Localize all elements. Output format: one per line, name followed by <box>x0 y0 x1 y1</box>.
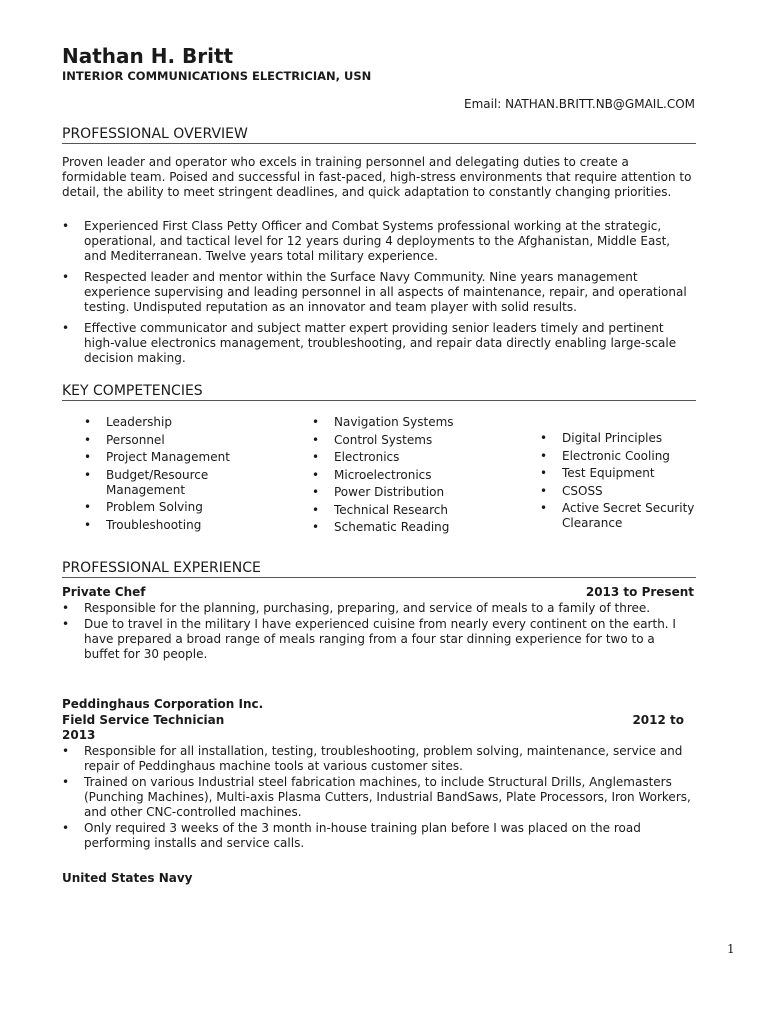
candidate-name: Nathan H. Britt <box>62 44 234 68</box>
job-bullet-list <box>62 744 694 852</box>
competency-item: • Test Equipment <box>540 466 700 481</box>
competencies-column-2 <box>312 415 512 538</box>
competency-item: • Technical Research <box>312 503 512 518</box>
job-dates: 2013 to Present <box>585 585 694 599</box>
overview-bullet: • Respected leader and mentor within the Surface Navy Community. Nine years management experience supervising and leading personnel in all aspects of maintenance, repair, and operational testing. Undisputed reputation as an innovator and team player with solid results. <box>62 270 694 315</box>
competency-item: • Leadership <box>84 415 284 430</box>
job-title: Private Chef <box>62 585 146 599</box>
competency-item: • Project Management <box>84 450 284 465</box>
competency-item: • Power Distribution <box>312 485 512 500</box>
job-bullet: • Responsible for all installation, testing, troubleshooting, problem solving, maintenance, service and repair of Peddinghaus machine tools at various customer sites. <box>62 744 694 774</box>
competency-item: • CSOSS <box>540 484 700 499</box>
job-header-private-chef <box>62 585 694 599</box>
competency-item: • Microelectronics <box>312 468 512 483</box>
company-name: United States Navy <box>62 871 193 885</box>
section-heading-overview: PROFESSIONAL OVERVIEW <box>62 126 696 144</box>
job-bullet-list <box>62 601 694 663</box>
job-bullet: • Trained on various Industrial steel fabrication machines, to include Structural Drills, Anglemasters (Punching Machines), Multi-axis Plasma Cutters, Industrial BandSaws, Plate Processors, Iron Workers, and other CNC-controlled machines. <box>62 775 694 820</box>
job-title: Field Service Technician <box>62 713 225 727</box>
competency-item: • Problem Solving <box>84 500 284 515</box>
overview-summary: Proven leader and operator who excels in training personnel and delegating duties to create a formidable team. Poised and successful in fast-paced, high-stress environments that require attention to detail, the ability to meet stringent deadlines, and quick adaptation to constantly changing priorities. <box>62 155 692 199</box>
job-dates-end: 2013 <box>62 728 96 742</box>
job-dates: 2012 to <box>632 713 684 727</box>
competency-item: • Digital Principles <box>540 431 700 446</box>
job-bullet: • Responsible for the planning, purchasing, preparing, and service of meals to a family of three. <box>62 601 694 616</box>
competency-item: • Schematic Reading <box>312 520 512 535</box>
competency-item: • Control Systems <box>312 433 512 448</box>
candidate-title: INTERIOR COMMUNICATIONS ELECTRICIAN, USN <box>62 69 372 83</box>
job-bullet: • Only required 3 weeks of the 3 month in-house training plan before I was placed on the road performing installs and service calls. <box>62 821 694 851</box>
competencies-column-3 <box>540 431 700 534</box>
competency-item: • Electronic Cooling <box>540 449 700 464</box>
section-heading-experience: PROFESSIONAL EXPERIENCE <box>62 560 696 578</box>
company-name: Peddinghaus Corporation Inc. <box>62 697 264 711</box>
job-bullet: • Due to travel in the military I have experienced cuisine from nearly every continent on the earth. I have prepared a broad range of meals ranging from a four star dinning experience for two to a buffet for 30 people. <box>62 617 694 662</box>
competency-item: • Troubleshooting <box>84 518 284 533</box>
overview-bullet: • Effective communicator and subject matter expert providing senior leaders timely and pertinent high-value electronics management, troubleshooting, and repair data directly enabling large-scale decision making. <box>62 321 694 366</box>
competency-item: • Navigation Systems <box>312 415 512 430</box>
overview-bullet: • Experienced First Class Petty Officer and Combat Systems professional working at the strategic, operational, and tactical level for 12 years during 4 deployments to the Afghanistan, Middle East, and Mediterranean. Twelve years total military experience. <box>62 219 694 264</box>
contact-email[interactable]: Email: NATHAN.BRITT.NB@GMAIL.COM <box>464 97 695 111</box>
competency-item: • Active Secret Security Clearance <box>540 501 700 531</box>
competency-item: • Budget/Resource Management <box>84 468 284 498</box>
overview-bullet-list <box>62 219 694 372</box>
competency-item: • Electronics <box>312 450 512 465</box>
job-header-field-service <box>62 713 684 727</box>
page-number: 1 <box>727 942 735 956</box>
section-heading-competencies: KEY COMPETENCIES <box>62 383 696 401</box>
competencies-column-1 <box>84 415 284 535</box>
competency-item: • Personnel <box>84 433 284 448</box>
